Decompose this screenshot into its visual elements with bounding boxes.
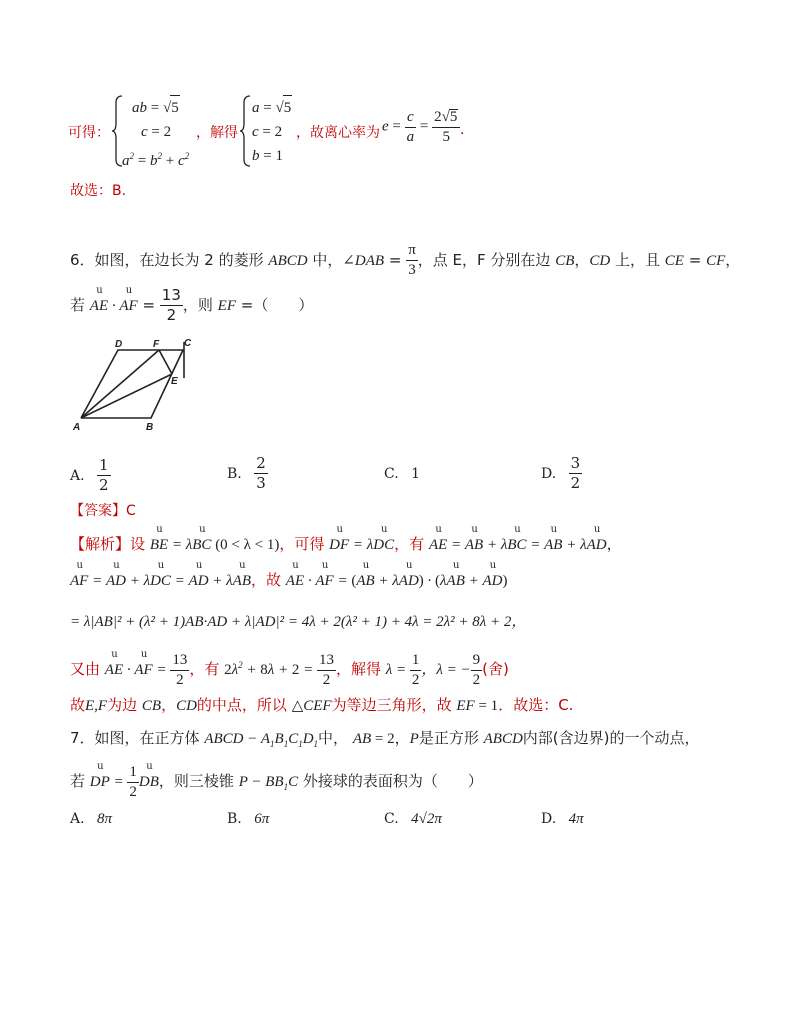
q7-stem1-b: 中， [318,729,349,747]
q6-option-a-label: A. [70,467,85,484]
system-2 [252,95,292,168]
prev-end: . [460,122,465,138]
label-B: B [146,422,154,433]
analysis-line4: 又由 ս AE · ս AF = $\frac{13}{2}$ ，有 $2\lambda^2 + 8\lambda + 2$ = $\frac{13}{2}$ ，解得 λ = $\frac{1}{2}$ ，λ = − $\frac{9}{2}$ (舍) [70,653,509,688]
q7-stem1-c: 是正方形 [418,729,479,747]
q7-stem-line2: 若 ս DP = $\frac{1}{2}$ ս DB，则三棱锥 $P - BB_1C$ 外接球的表面积为（ ） [70,765,483,800]
label-E: E [171,376,178,387]
q6-option-c-value: 1 [411,466,421,482]
q6-stem-line2: 若 ս AE · ս AF = $\frac{13}{2}$ ，则 EF =（ ） [70,288,313,323]
sys1-eq3: $a^2 = b^2 + c^2$ [122,151,190,169]
q7-option-b-value: 6π [254,811,270,827]
analysis-line2: ս AF = ս AD + λս DC = ս AD + λս AB，故 ս AE · ս AF = (ս AB + λս AD) · (λս AB + ս AD) [70,569,507,590]
q7-stem2-c: 外接球的表面积为（ ） [302,771,483,790]
analysis-line5-a: 故 [70,696,86,714]
q6-option-c[interactable] [384,466,420,482]
analysis-line1: 【解析】设 ս BE = λս BC (0 < λ < 1)，可得 ս DF = λս DC，有 ս AE = ս AB + λս BC = ս AB + λս AD， [70,533,622,554]
q7-option-c[interactable] [384,811,442,828]
q6-option-b-label: B. [227,465,242,482]
rhombus-outline [81,350,183,418]
q7-stem-line1: 7．如图，在正方体 ABCD − $A_1B_1C_1D_1$中， AB = 2，P是正方形 ABCD内部(含边界)的一个动点， [70,729,700,749]
eccentricity-expr: e = $\frac{c}{a}$ = $\frac{2√5}{5}$ [382,109,460,145]
analysis-line1-b: ，可得 [279,535,325,553]
analysis-tag: 【解析】 [70,535,131,553]
system-1 [122,95,189,173]
q7-option-a-label: A. [70,811,85,827]
q6-option-d-value: $\frac{3}{2}$ [570,454,581,492]
rhombus-figure [68,334,198,434]
sys2-eq3: b = 1 [252,148,283,164]
q6-option-d-label: D. [541,465,557,482]
sys1-eq1: ab = √5 [122,95,189,120]
prev-tail: ，故离心率为 [296,125,380,141]
q7-option-d-label: D. [541,811,557,827]
sys2-eq2: c = 2 [252,124,283,140]
sys2-eq1: a = √5 [252,95,292,120]
analysis-line4-b: ，有 [189,659,220,678]
q7-option-d-value: 4π [568,811,584,827]
analysis-line5-b: 为边 [107,696,138,714]
sys1-eq2: c = 2 [141,124,172,140]
label-D: D [115,339,123,350]
analysis-line5: 故E,F为边 CB，CD的中点，所以 △CEF为等边三角形，故 EF = 1．故选：C. [70,696,574,714]
q6-option-d[interactable] [541,456,582,491]
segment-AE [81,374,172,418]
analysis-line4-a: 又由 [70,659,101,678]
q7-option-d[interactable] [541,811,584,828]
q7-stem2-b: ，则三棱锥 [158,771,234,790]
q6-option-a-value: $\frac{1}{2}$ [99,456,109,494]
q7-option-a[interactable] [70,811,112,828]
q7-stem2-a: 若 [70,771,86,790]
q7-option-c-value: 4√2π [411,811,442,827]
prev-solution [68,95,768,170]
analysis-line5-e: ．故选：C. [498,696,574,714]
q7-option-c-label: C. [384,811,399,827]
analysis-line4-c: ，解得 [336,659,382,678]
segment-FE [159,350,172,374]
q7-option-a-value: 8π [97,811,113,827]
label-C: C [184,338,192,349]
analysis-line1-a: 设 [130,535,146,553]
q6-option-c-label: C. [384,466,399,482]
q6-option-b[interactable] [227,456,268,491]
left-brace-2 [240,95,252,167]
q6-answer [70,500,136,520]
prev-keyi: 可得： [68,125,110,141]
segment-AF [81,350,159,418]
q6-option-a[interactable] [70,458,111,493]
q7-option-b[interactable] [227,811,269,828]
q6-stem-line1: 6．如图，在边长为 2 的菱形 ABCD 中，∠DAB = $\frac{\pi}{3}$ ，点 E，F 分别在边 CB，CD 上，且 CE = CF， [70,242,741,278]
answer-value: C [126,503,136,519]
analysis-line5-d: 为等边三角形，故 [331,696,452,714]
prev-guxuan: 故选：B. [70,183,127,199]
answer-tag: 【答案】 [70,503,126,519]
analysis-line1-c: ，有 [394,535,425,553]
label-A: A [73,422,81,433]
analysis-line5-c: 的中点，所以 [196,696,287,714]
q7-option-b-label: B. [227,811,242,827]
prev-jiede: ，解得 [196,125,238,141]
analysis-line3: = λ|AB|² + (λ² + 1)AB·AD + λ|AD|² = 4λ + 2(λ² + 1) + 4λ = 2λ² + 8λ + 2， [70,614,527,630]
q6-option-b-value: $\frac{2}{3}$ [256,454,266,492]
q7-stem1-a: 7．如图，在正方体 [70,729,200,747]
analysis-line4-d: (舍) [482,659,509,678]
analysis-line2-a: ，故 [251,571,282,589]
q7-stem1-d: 内部(含边界)的一个动点， [522,729,700,747]
label-F: F [153,339,160,350]
